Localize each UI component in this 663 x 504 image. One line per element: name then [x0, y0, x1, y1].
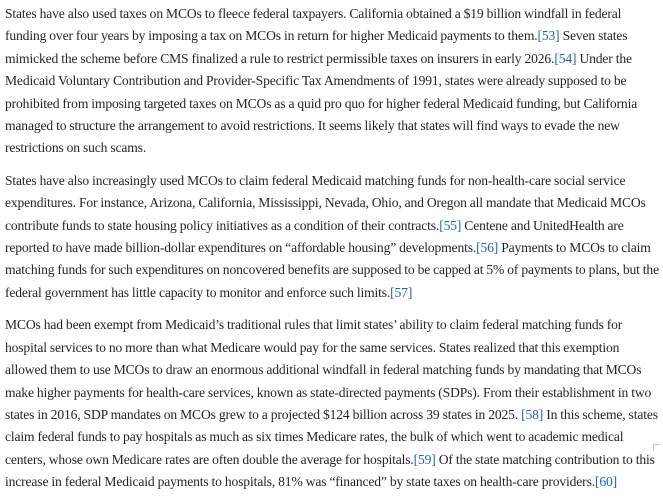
- paragraph-text: In this scheme, states claim federal funds to pay hospitals as much as six times Medicare rates, the bulk of which went to academic medical centers, whose own Medicare rates are often double the average for hospitals.: [5, 406, 658, 467]
- paragraph-mco-taxes: [5, 3, 661, 160]
- citation-link-60[interactable]: [60]: [594, 474, 618, 490]
- citation-link-53[interactable]: [53]: [537, 28, 560, 44]
- citation-link-55[interactable]: [55]: [439, 217, 462, 233]
- citation-link-58[interactable]: [58]: [521, 406, 544, 422]
- paragraph-text: Of the state matching contribution to this increase in federal Medicaid payments to hospitals, 81% was “financed” by state taxes on health-care providers.: [5, 451, 655, 490]
- citation-link-54[interactable]: [54]: [554, 50, 577, 66]
- paragraph-text: Payments to MCOs to claim matching funds for such expenditures on noncovered benefits are supposed to be capped at 5% of payments to plans, but the federal government has little capacity to monitor and enforce such limits.: [5, 240, 659, 300]
- citation-link-59[interactable]: [59]: [413, 451, 436, 467]
- paragraph-social-services: [5, 170, 661, 304]
- article-body: [5, 3, 661, 504]
- paragraph-text: States have also increasingly used MCOs to claim federal Medicaid matching funds for non-health-care social service expenditures. For instance, Arizona, California, Mississippi, Nevada, Ohio, and Oregon all mandate that Medicaid MCOs contribute funds to state housing policy initiatives as a condition of their contracts.: [5, 172, 646, 233]
- citation-link-57[interactable]: [57]: [390, 284, 413, 300]
- paragraph-text: Centene and UnitedHealth are reported to have made billion-dollar expenditures on “affordable housing” developments.: [5, 217, 624, 256]
- paragraph-text: Seven states mimicked the scheme before CMS finalized a rule to restrict permissible taxes on insurers in early 2026.: [5, 28, 628, 66]
- paragraph-state-directed-payments: [5, 314, 661, 493]
- citation-link-56[interactable]: [56]: [476, 240, 499, 256]
- paragraph-text: States have also used taxes on MCOs to fleece federal taxpayers. California obtained a $19 billion windfall in federal funding over four years by imposing a tax on MCOs in return for higher Medicaid payments to them.: [5, 6, 622, 44]
- scrollbar-corner[interactable]: [653, 444, 660, 451]
- paragraph-text: Under the Medicaid Voluntary Contribution and Provider-Specific Tax Amendments of 1991, states were already supposed to be prohibited from imposing targeted taxes on MCOs as a quid pro quo for higher federal Medicaid funding, but California managed to structure the arrangement to avoid restrictions. It seems likely that states will find ways to evade the new restrictions on such scams.: [5, 50, 638, 156]
- paragraph-text: MCOs had been exempt from Medicaid’s traditional rules that limit states’ ability to claim federal matching funds for hospital services to no more than what Medicare would pay for the same services. States realized that this exemption allowed them to use MCOs to draw an enormous additional windfall in federal matching funds by mandating that MCOs make higher payments for health-care services, known as state-directed payments (SDPs). From their establishment in two states in 2016, SDP mandates on MCOs grew to a projected $124 billion across 39 states in 2025.: [5, 317, 652, 422]
